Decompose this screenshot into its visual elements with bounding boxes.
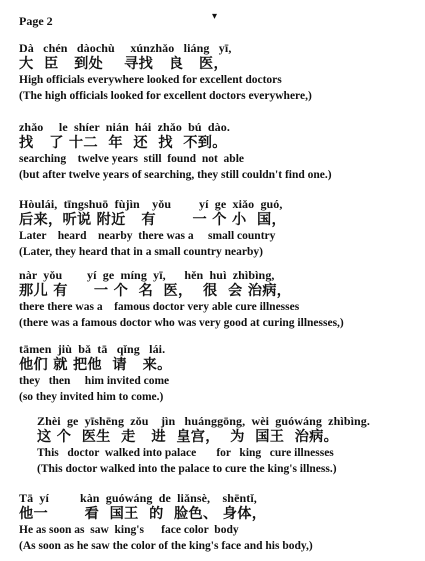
translation-line: (there was a famous doctor who was very good at curing illnesses,) [19, 317, 344, 329]
stanza-2 [19, 119, 419, 183]
gloss-line: Later heard nearby there was a small country [19, 230, 276, 242]
chinese-line: 大 臣 到处 寻找 良 医， [19, 56, 228, 72]
stanza-4 [19, 267, 419, 331]
translation-line: (As soon as he saw the color of the king's face and his body,) [19, 540, 313, 552]
translation-line: (This doctor walked into the palace to cure the king's illness.) [37, 463, 337, 475]
gloss-line: they then him invited come [19, 375, 170, 387]
stanza-5 [19, 341, 419, 405]
translation-line: (but after twelve years of searching, they still couldn't find one.) [19, 169, 332, 181]
pinyin-line: nàr yǒu yí ge míng yī, hěn huì zhìbìng, [19, 268, 275, 282]
pinyin-line: Zhèi ge yīshēng zǒu jìn huánggōng, wèi guówáng zhìbìng. [37, 414, 370, 428]
gloss-line: searching twelve years still found not able [19, 153, 244, 165]
scan-speck: ▾ [212, 11, 218, 22]
gloss-line: He as soon as saw king's face color body [19, 524, 239, 536]
chinese-line: 那儿 有 一 个 名 医， 很 会 治病， [19, 283, 292, 299]
chinese-line: 找 了 十二 年 还 找 不到。 [19, 135, 227, 151]
pinyin-line: Hòulái, tīngshuō fùjìn yǒu yí ge xiǎo guó, [19, 197, 283, 211]
pinyin-line: zhǎo le shíer nián hái zhǎo bú dào. [19, 120, 230, 134]
translation-line: (Later, they heard that in a small country nearby) [19, 246, 263, 258]
chinese-line: 他们 就 把他 请 来。 [19, 357, 172, 373]
stanza-7 [19, 490, 419, 554]
chinese-line: 后来，听说 附近 有 一 个 小 国， [19, 212, 286, 228]
page-number: Page 2 [19, 14, 53, 28]
gloss-line: This doctor walked into palace for king cure illnesses [37, 447, 334, 459]
stanza-6 [37, 413, 425, 477]
stanza-3 [19, 196, 419, 260]
pinyin-line: tāmen jiù bǎ tā qǐng lái. [19, 342, 166, 356]
translation-line: (so they invited him to come.) [19, 391, 164, 403]
stanza-1 [19, 40, 419, 104]
gloss-line: High officials everywhere looked for excellent doctors [19, 74, 282, 86]
chinese-line: 这 个 医生 走 进 皇宫， 为 国王 治病。 [37, 429, 339, 445]
translation-line: (The high officials looked for excellent doctors everywhere,) [19, 90, 312, 102]
gloss-line: there there was a famous doctor very able cure illnesses [19, 301, 300, 313]
pinyin-line: Dà chén dàochù xúnzhǎo liáng yī, [19, 41, 232, 55]
chinese-line: 他一 看 国王 的 脸色、 身体， [19, 506, 267, 522]
pinyin-line: Tā yí kàn guówáng de liǎnsè, shēntǐ, [19, 491, 257, 505]
